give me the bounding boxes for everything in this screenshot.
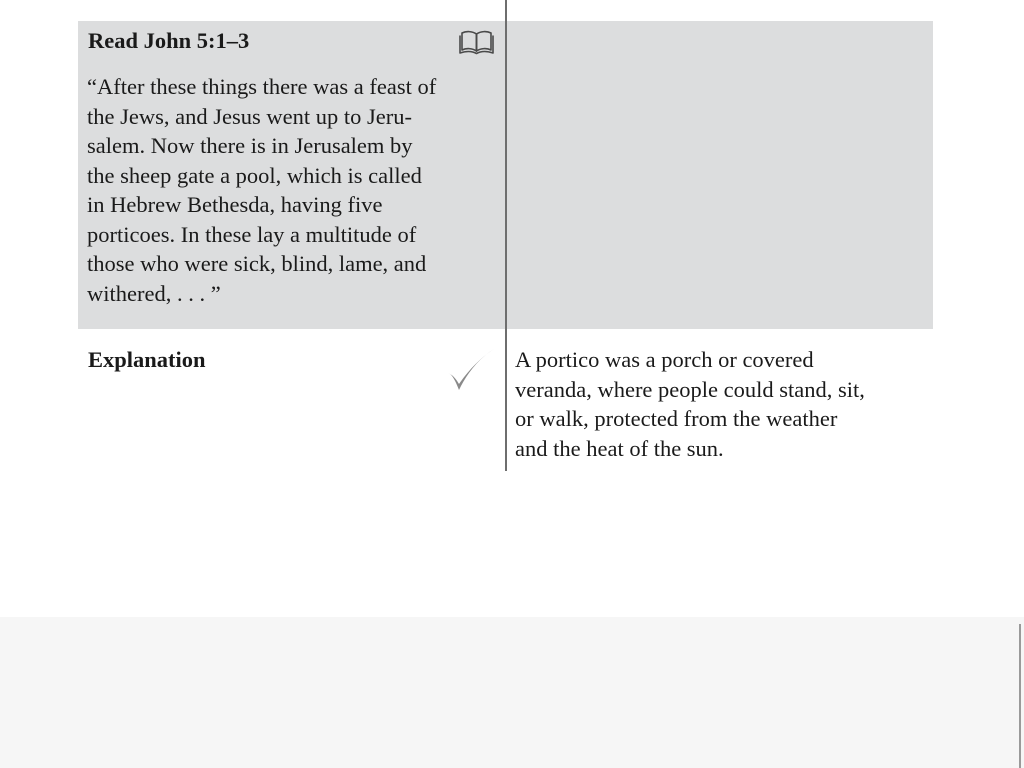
quote-line: the sheep gate a pool, which is called: [87, 162, 422, 188]
check-icon: [446, 347, 496, 393]
quote-line: “After these things there was a feast of: [87, 74, 437, 99]
explanation-text: [515, 345, 925, 463]
quote-line: salem. Now there is in Jerusalem by: [87, 133, 413, 158]
footer-edge-line: [1019, 624, 1021, 768]
quote-line: those who were sick, blind, lame, and: [87, 251, 427, 276]
quote-line: in Hebrew Bethesda, having five: [87, 192, 383, 217]
explanation-line: A portico was a porch or covered: [515, 347, 814, 372]
quote-line: withered, . . . ”: [87, 280, 221, 306]
explanation-line: or walk, protected from the weather: [515, 406, 838, 431]
explanation-line: and the heat of the sun.: [515, 435, 724, 461]
scripture-quote: [87, 72, 499, 308]
footer-band: [0, 617, 1024, 768]
column-divider: [505, 0, 507, 471]
explanation-line: veranda, where people could stand, sit,: [515, 376, 865, 402]
reading-heading: Read John 5:1–3: [88, 28, 250, 53]
book-icon: [458, 28, 495, 56]
quote-line: porticoes. In these lay a multitude of: [87, 221, 417, 247]
quote-line: the Jews, and Jesus went up to Jeru-: [87, 103, 412, 129]
explanation-heading: Explanation: [88, 347, 206, 372]
